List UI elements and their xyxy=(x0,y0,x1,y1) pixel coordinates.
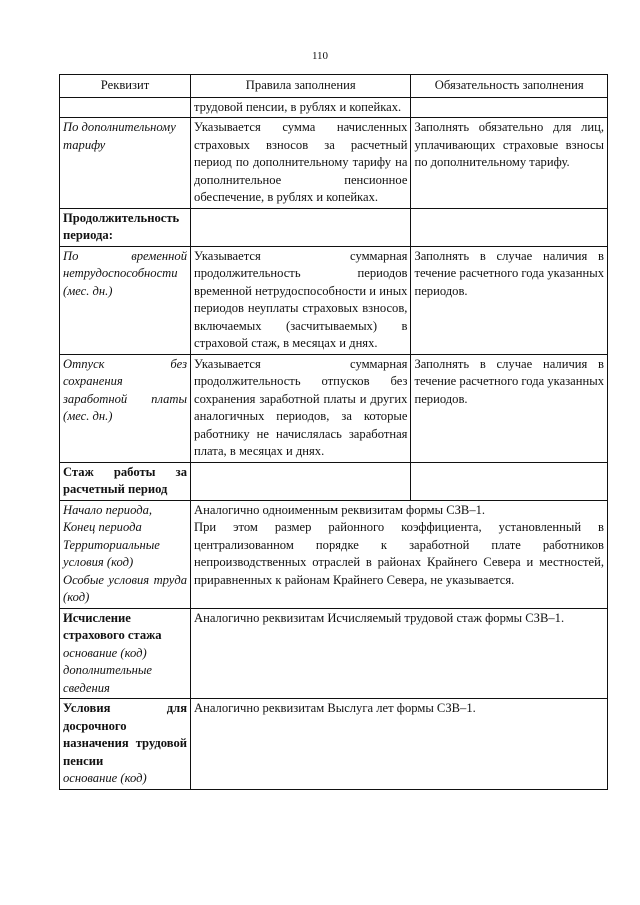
header-rules: Правила заполнения xyxy=(191,75,411,98)
row-rule: Аналогично реквизитам Исчисляемый трудовой стаж формы СЗВ–1. xyxy=(191,608,608,699)
table-row xyxy=(60,462,608,500)
rule-text: Аналогично одноименным реквизитам формы СЗВ–1. xyxy=(194,502,486,517)
row-rule xyxy=(191,208,411,246)
table-header-row xyxy=(60,75,608,98)
label-basis-code: основание (код) xyxy=(63,645,147,660)
row-rule: Указывается суммарная продолжительность отпусков без сохранения заработной платы и других аналогичных периодов, за которые работнику не начислялась заработная плата, в месяцах и днях. xyxy=(191,354,411,462)
table-row xyxy=(60,608,608,699)
row-label xyxy=(60,97,191,118)
row-obligation: Заполнять обязательно для лиц, уплачивающих страховые взносы по дополнительному тарифу. xyxy=(411,118,608,209)
table-row xyxy=(60,500,608,608)
row-label: По дополнительному тарифу xyxy=(60,118,191,209)
row-rule: Аналогично реквизитам Выслуга лет формы СЗВ–1. xyxy=(191,699,608,790)
row-obligation xyxy=(411,97,608,118)
label-special-conditions: Особые условия труда (код) xyxy=(63,572,188,604)
row-obligation: Заполнять в случае наличия в течение расчетного года указанных периодов. xyxy=(411,354,608,462)
header-requisite: Реквизит xyxy=(60,75,191,98)
requisites-table xyxy=(59,74,608,790)
table-row xyxy=(60,246,608,354)
label-heading: Исчисление страхового стажа xyxy=(63,610,162,642)
section-heading: Продолжительность периода: xyxy=(60,208,191,246)
page-number: 110 xyxy=(311,50,329,62)
row-obligation: Заполнять в случае наличия в течение расчетного года указанных периодов. xyxy=(411,246,608,354)
table-row xyxy=(60,97,608,118)
row-label: Отпуск без сохранения заработной платы (мес. дн.) xyxy=(60,354,191,462)
row-rule: Указывается суммарная продолжительность периодов временной нетрудоспособности и иных периодов неуплаты страховых взносов, включаемых (засчитываемых) в страховой стаж, в месяцах и днях. xyxy=(191,246,411,354)
label-period-start: Начало периода, xyxy=(63,502,153,517)
row-label xyxy=(60,608,191,699)
table-row xyxy=(60,208,608,246)
row-label xyxy=(60,699,191,790)
section-heading: Стаж работы за расчетный период xyxy=(60,462,191,500)
row-rule xyxy=(191,500,608,608)
row-label: По временной нетрудоспособности (мес. дн.) xyxy=(60,246,191,354)
row-rule: Указывается сумма начисленных страховых взносов за расчетный период по дополнительному тарифу на дополнительное пенсионное обеспечение, в рублях и копейках. xyxy=(191,118,411,209)
label-basis-code: основание (код) xyxy=(63,771,147,785)
row-rule xyxy=(191,462,411,500)
label-additional-info: дополнительные сведения xyxy=(63,663,152,695)
row-obligation xyxy=(411,462,608,500)
row-rule: трудовой пенсии, в рублях и копейках. xyxy=(191,97,411,118)
header-obligation: Обязательность заполнения xyxy=(411,75,608,98)
label-territorial-conditions: Территориальные условия (код) xyxy=(63,537,160,569)
row-obligation xyxy=(411,208,608,246)
table-row xyxy=(60,118,608,209)
label-period-end: Конец периода xyxy=(63,520,142,534)
table-row xyxy=(60,699,608,790)
table-row xyxy=(60,354,608,462)
label-heading: Условия для досрочного назначения трудовой пенсии xyxy=(63,701,188,768)
rule-note: При этом размер районного коэффициента, установленный в централизованном порядке к заработной плате работников непроизводственных отраслей в районах Крайнего Севера и местностей, приравненных к районам Крайнего Севера, не указывается. xyxy=(194,520,604,587)
row-label xyxy=(60,500,191,608)
